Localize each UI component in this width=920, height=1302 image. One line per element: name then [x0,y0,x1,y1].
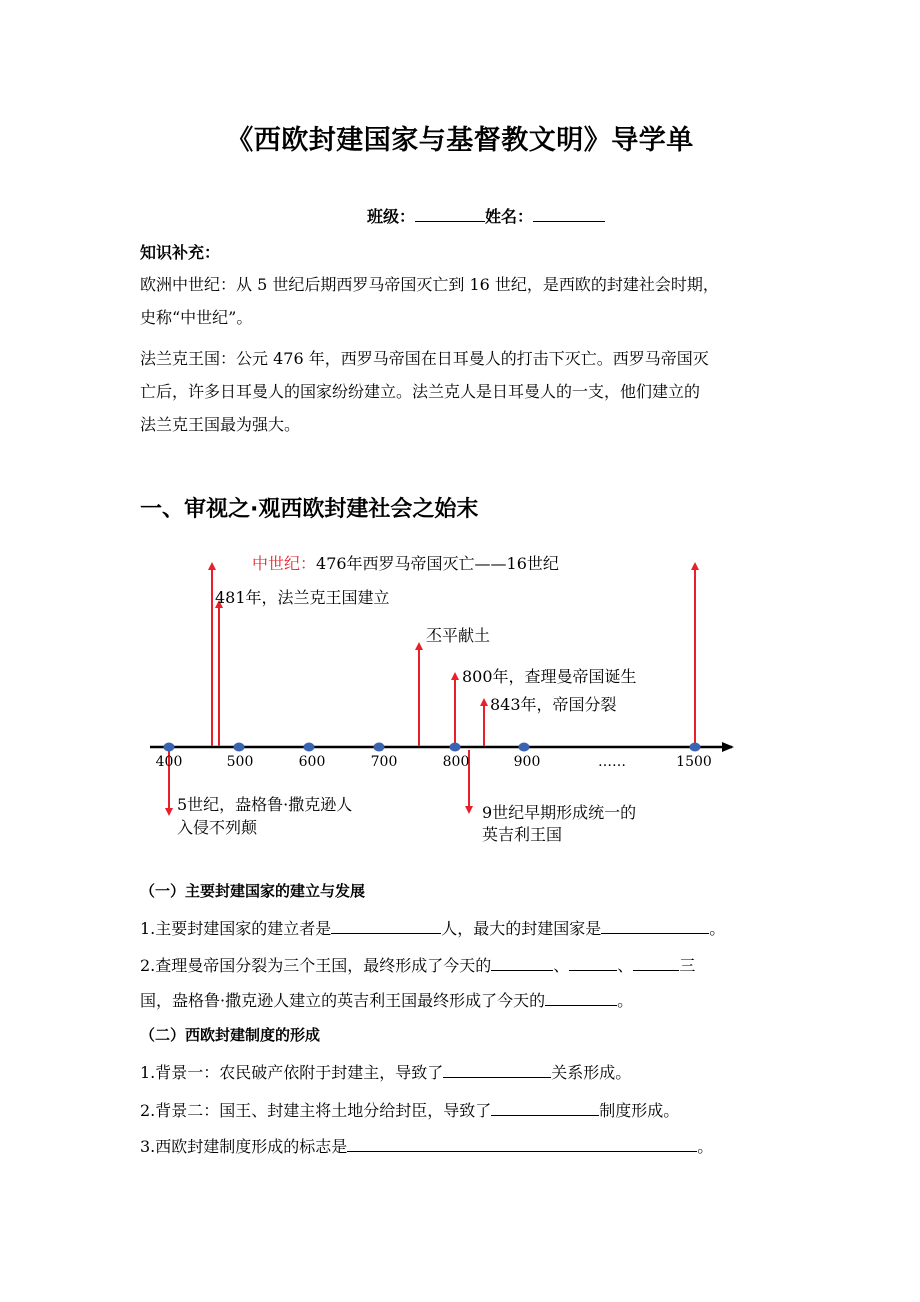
q2-blank-country-3[interactable] [633,954,679,971]
q1-blank-founder[interactable] [331,917,441,934]
tick-dot-400 [164,743,175,752]
tick-label-700: 700 [370,754,398,770]
q2-text-c: 国，盎格鲁·撒克逊人建立的英吉利王国最终形成了今天的 [140,991,546,1010]
knowledge-p2-line3: 法兰克王国最为强大。 [140,415,301,434]
middle-ages-range: 476年西罗马帝国灭亡——16世纪 [316,554,559,573]
tick-dot-500 [234,743,245,752]
tick-label-900: 900 [513,754,541,770]
name-label: 姓名： [485,207,534,226]
tick-dot-600 [304,743,315,752]
event-pepin-donation: 丕平献土 [426,626,491,645]
timeline-diagram [0,540,920,860]
event-england-line1: 9世纪早期形成统一的 [482,803,637,822]
q1-text-c: 。 [709,919,726,938]
knowledge-paragraph-1 [140,268,780,334]
part-1-question-2-line-1 [140,953,695,976]
p2q3-blank[interactable] [347,1135,697,1152]
p2q2-blank[interactable] [491,1099,599,1116]
knowledge-p2-line1: 法兰克王国：公元 476 年，西罗马帝国在日耳曼人的打击下灭亡。西罗马帝国灭 [140,349,709,368]
q2-text-d: 。 [617,991,634,1010]
p2q3-text-a: 3.西欧封建制度形成的标志是 [140,1137,348,1156]
q1-text-a: 1.主要封建国家的建立者是 [140,919,332,938]
part-2-question-1 [140,1060,631,1083]
p2q1-text-a: 1.背景一：农民破产依附于封建主，导致了 [140,1063,444,1082]
tick-dot-900 [519,743,530,752]
event-frank-kingdom: 481年，法兰克王国建立 [215,588,390,607]
tick-label-500: 500 [226,754,254,770]
knowledge-p1-line1: 欧洲中世纪：从 5 世纪后期西罗马帝国灭亡到 16 世纪，是西欧的封建社会时期， [140,275,719,294]
part-1-question-2-line-2 [140,988,633,1011]
q2-blank-country-2[interactable] [569,954,617,971]
knowledge-paragraph-2 [140,342,780,441]
class-name-line [367,204,605,227]
event-anglo-saxon-line2: 入侵不列颠 [177,818,258,837]
knowledge-heading: 知识补充： [140,243,221,262]
class-label: 班级： [367,207,416,226]
tick-label-800: 800 [442,754,470,770]
q2-sep-1: 、 [553,956,570,975]
p2q1-blank[interactable] [443,1061,551,1078]
q2-text-b: 三 [679,956,696,975]
tick-dot-700 [374,743,385,752]
q1-blank-largest-state[interactable] [601,917,709,934]
part-2-heading: （二）西欧封建制度的形成 [140,1026,321,1044]
p2q3-text-b: 。 [697,1137,714,1156]
part-1-heading: （一）主要封建国家的建立与发展 [140,882,366,900]
knowledge-p2-line2: 亡后，许多日耳曼人的国家纷纷建立。法兰克人是日耳曼人的一支，他们建立的 [140,382,701,401]
tick-label-600: 600 [298,754,326,770]
q2-blank-country-1[interactable] [491,954,553,971]
q2-blank-england[interactable] [545,989,617,1006]
class-blank[interactable] [415,205,485,222]
part-2-question-3 [140,1134,713,1157]
part-2-question-2 [140,1098,679,1121]
q1-text-b: 人，最大的封建国家是 [441,919,602,938]
tick-label-400: 400 [155,754,183,770]
part-1-question-1 [140,916,725,939]
p2q2-text-b: 制度形成。 [599,1101,680,1120]
knowledge-p1-line2: 史称“中世纪”。 [140,308,253,327]
section-1-heading: 一、审视之·观西欧封建社会之始末 [140,497,479,522]
p2q1-text-b: 关系形成。 [551,1063,632,1082]
tick-dot-1500 [690,743,701,752]
tick-label-1500: 1500 [676,754,712,770]
q2-text-a: 2.查理曼帝国分裂为三个王国，最终形成了今天的 [140,956,492,975]
name-blank[interactable] [533,205,605,222]
event-empire-split: 843年，帝国分裂 [490,695,617,714]
tick-dot-800 [450,743,461,752]
event-middle-ages [252,554,559,573]
p2q2-text-a: 2.背景二：国王、封建主将土地分给封臣，导致了 [140,1101,492,1120]
q2-sep-2: 、 [617,956,634,975]
tick-label-ellipsis: …… [598,754,626,770]
event-charlemagne-empire: 800年，查理曼帝国诞生 [462,667,637,686]
event-anglo-saxon-line1: 5世纪，盎格鲁·撒克逊人 [177,795,353,814]
page-title: 《西欧封建国家与基督教文明》导学单 [226,125,694,156]
event-england-line2: 英吉利王国 [482,825,563,844]
middle-ages-red-label: 中世纪： [252,554,317,573]
